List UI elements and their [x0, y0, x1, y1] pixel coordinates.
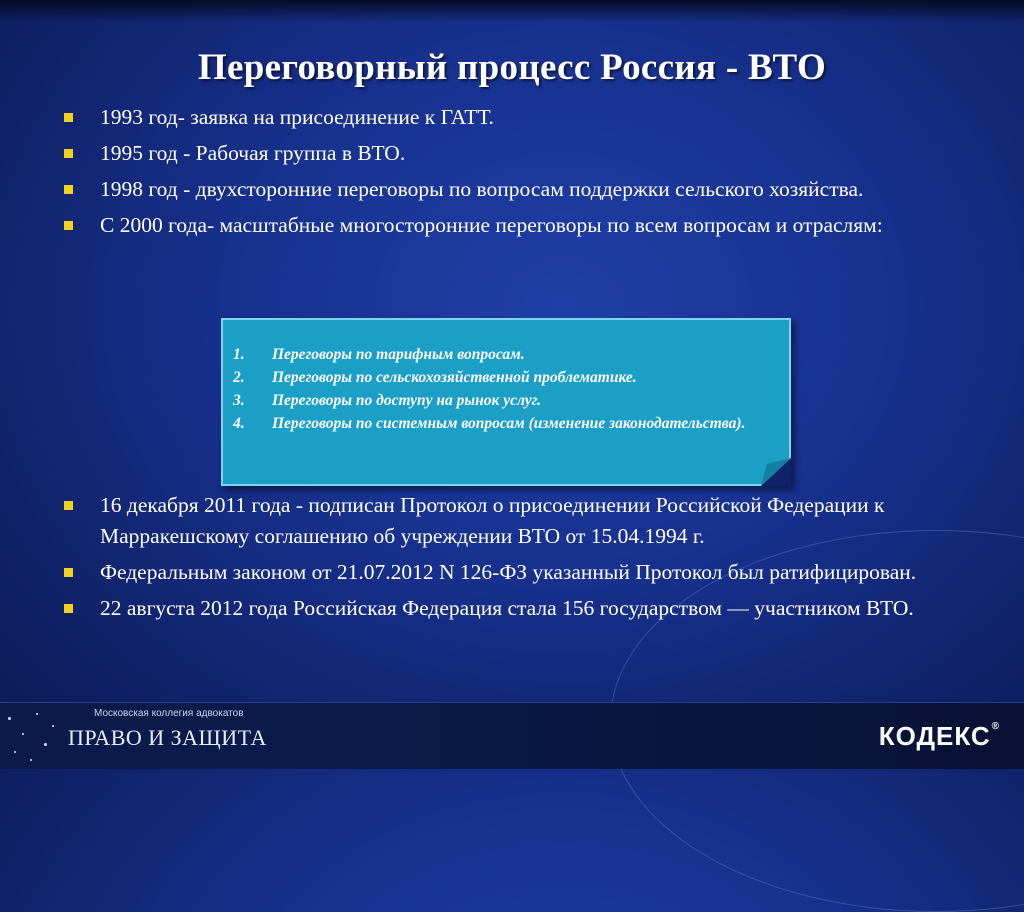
bullet-item — [62, 210, 962, 241]
top-band — [0, 0, 1024, 22]
topic-item — [233, 343, 763, 366]
bullet-square-icon — [64, 113, 73, 122]
bullet-text: 16 декабря 2011 года - подписан Протокол о присоединении Российской Федерации к Марракешскому соглашению об учреждении ВТО от 15.04.1994 г. — [100, 493, 885, 548]
bullet-square-icon — [64, 501, 73, 510]
kodeks-logo-text: КОДЕКС — [878, 721, 991, 751]
bullet-square-icon — [64, 149, 73, 158]
page-fold-icon — [761, 458, 791, 486]
bullet-square-icon — [64, 185, 73, 194]
bullet-square-icon — [64, 568, 73, 577]
topic-text: Переговоры по доступу на рынок услуг. — [272, 392, 541, 409]
topic-text: Переговоры по сельскохозяйственной проблематике. — [272, 369, 637, 386]
bullet-item — [62, 102, 962, 133]
topic-item — [233, 389, 763, 412]
bullet-text: 1993 год- заявка на присоединение к ГАТТ. — [100, 105, 494, 129]
registered-mark: ® — [991, 721, 1000, 732]
topic-item — [233, 366, 763, 389]
topic-number: 2. — [233, 369, 245, 386]
topic-number: 4. — [233, 415, 245, 432]
footer-org-title: ПРАВО И ЗАЩИТА — [68, 725, 267, 750]
bullet-item — [62, 490, 962, 552]
bullet-item — [62, 138, 962, 169]
negotiation-topics-callout — [221, 318, 791, 486]
bullet-text: 1995 год - Рабочая группа в ВТО. — [100, 141, 406, 165]
topic-text: Переговоры по системным вопросам (изменение законодательства). — [272, 415, 746, 432]
bullet-square-icon — [64, 221, 73, 230]
slide-title: Переговорный процесс Россия - ВТО — [197, 47, 827, 88]
bullet-square-icon — [64, 604, 73, 613]
kodeks-logo — [879, 721, 1000, 752]
bullet-text: 22 августа 2012 года Российская Федерация стала 156 государством — участником ВТО. — [100, 596, 914, 620]
topic-text: Переговоры по тарифным вопросам. — [272, 346, 525, 363]
top-bullet-list — [62, 102, 962, 246]
bullet-item — [62, 593, 962, 624]
topic-number: 1. — [233, 346, 245, 363]
bullet-text: 1998 год - двухсторонние переговоры по вопросам поддержки сельского хозяйства. — [100, 177, 864, 201]
topic-number: 3. — [233, 392, 245, 409]
topic-item — [233, 412, 763, 435]
bullet-item — [62, 174, 962, 205]
footer-banner — [0, 702, 1024, 769]
bullet-text: С 2000 года- масштабные многосторонние переговоры по всем вопросам и отраслям: — [100, 213, 883, 237]
footer-org-subtitle: Московская коллегия адвокатов — [94, 708, 244, 719]
negotiation-topics-list — [233, 343, 763, 435]
bullet-text: Федеральным законом от 21.07.2012 N 126-ФЗ указанный Протокол был ратифицирован. — [100, 560, 917, 584]
bottom-bullet-list — [62, 490, 962, 629]
bullet-item — [62, 557, 962, 588]
